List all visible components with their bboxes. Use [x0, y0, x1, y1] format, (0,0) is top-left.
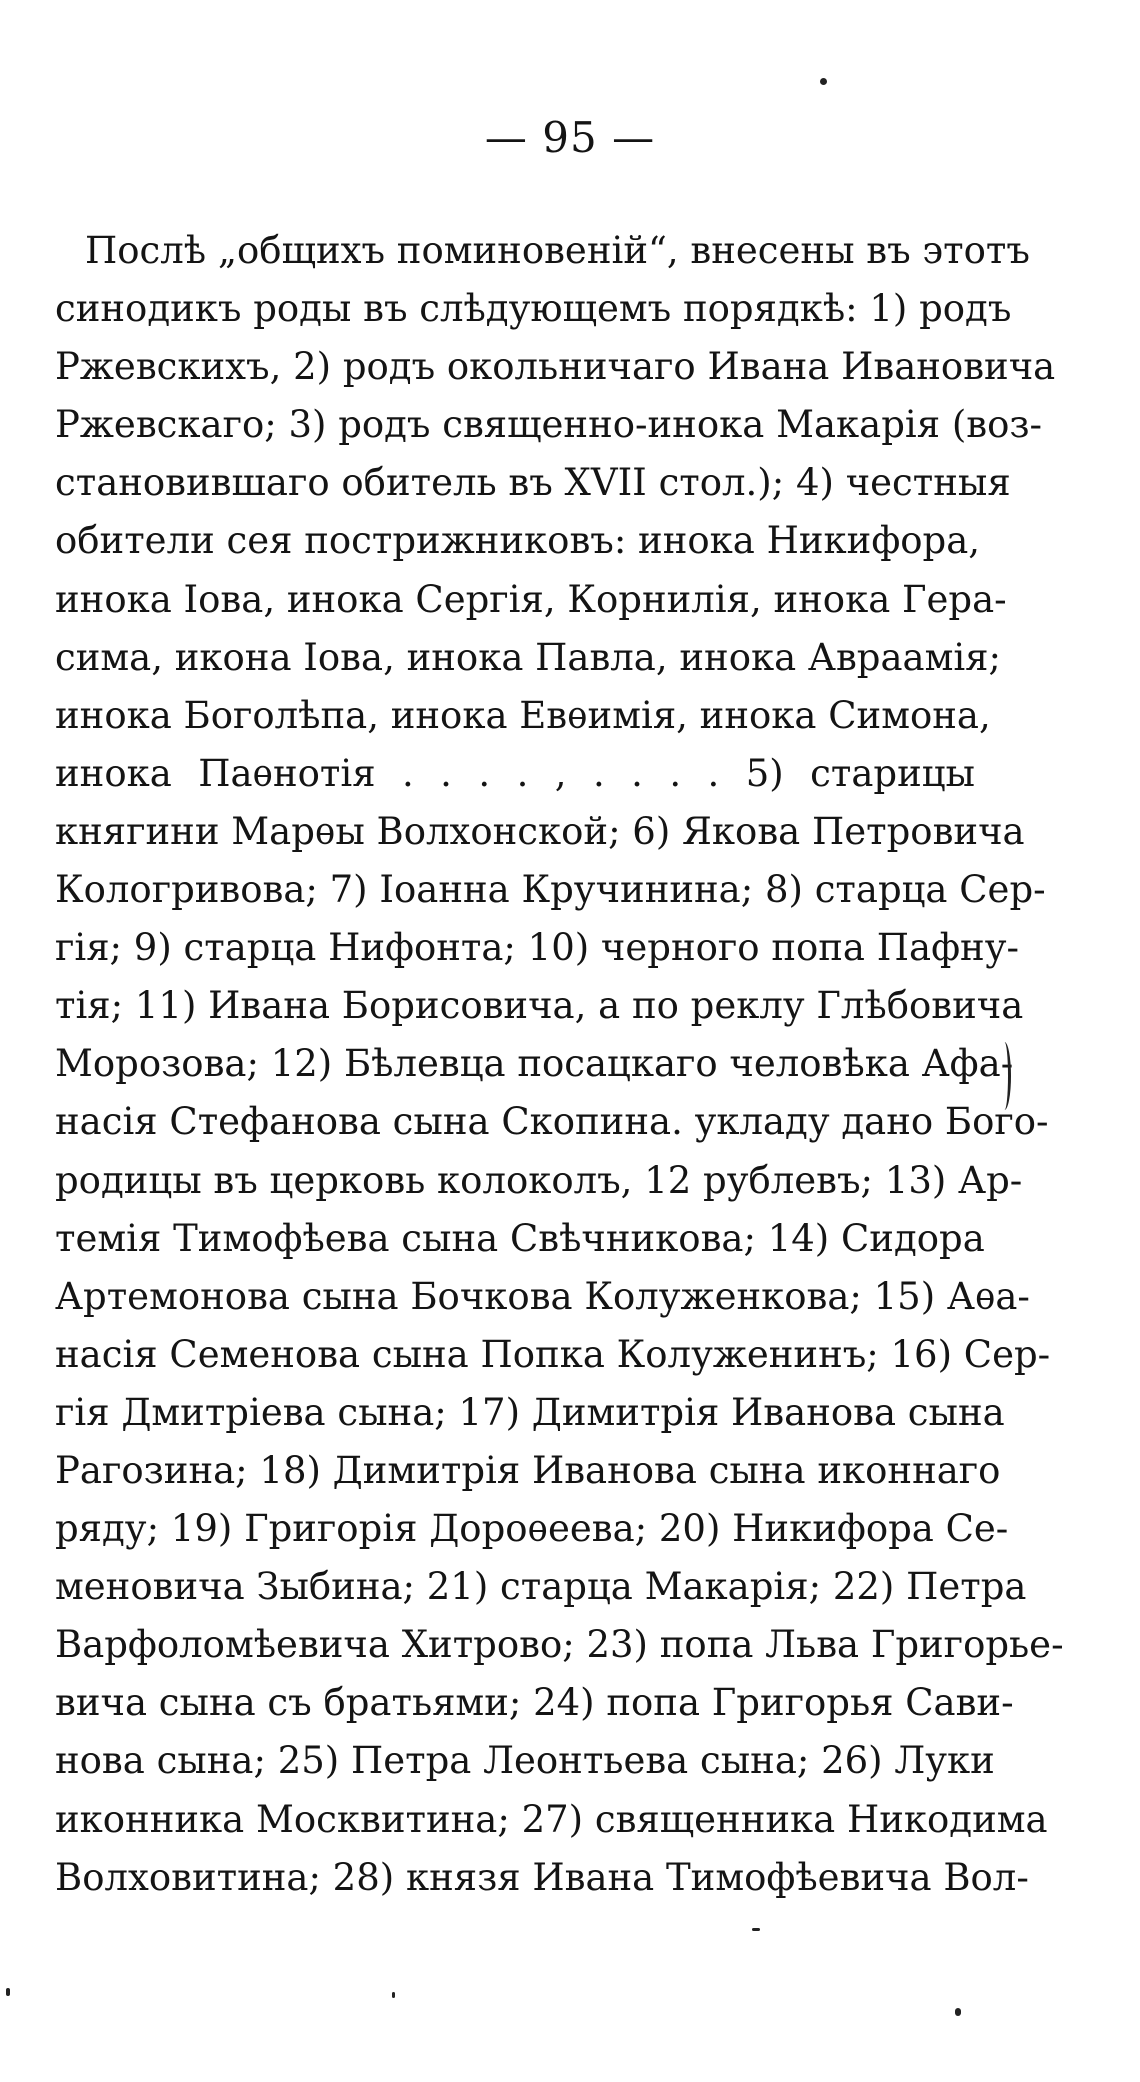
text-line-29: Волховитина; 28) князя Ивана Тимофѣевича Вол-	[55, 1855, 1029, 1899]
text-line-9: инока Боголѣпа, инока Евѳимія, инока Симона,	[55, 693, 991, 737]
scan-speck-bottom-right	[955, 2008, 961, 2016]
text-line-16: насія Стефанова сына Скопина. укладу дано Бого-	[55, 1100, 1049, 1144]
text-line-14: тія; 11) Ивана Борисовича, а по реклу Глѣбовича	[55, 984, 1024, 1028]
page-number: — 95 —	[484, 113, 656, 162]
text-line-23: ряду; 19) Григорія Дороѳеева; 20) Никифора Се-	[55, 1507, 1009, 1551]
text-line-26: вича сына съ братьями; 24) попа Григорья Сави-	[55, 1681, 1014, 1725]
text-line-6: обители сея пострижниковъ: инока Никифора,	[55, 519, 981, 563]
scan-speck-top	[820, 78, 827, 85]
scan-speck-bottom-left	[6, 1988, 10, 1996]
text-line-24: меновича Зыбина; 21) старца Макарія; 22) Петра	[55, 1565, 1027, 1609]
text-line-19: Артемонова сына Бочкова Колуженкова; 15) Аѳа-	[55, 1274, 1030, 1318]
text-line-21: гія Дмитріева сына; 17) Димитрія Иванова сына	[55, 1390, 1005, 1434]
text-line-20: насія Семенова сына Попка Колуженинъ; 16) Сер-	[55, 1332, 1051, 1376]
text-line-4: Ржевскаго; 3) родъ священно-инока Макарія (воз-	[55, 403, 1043, 447]
text-line-15: Морозова; 12) Бѣлевца посацкаго человѣка Афа-	[55, 1042, 1014, 1086]
scan-speck-bottom-mid	[392, 1992, 395, 1998]
text-line-17: родицы въ церковь колоколъ, 12 рублевъ; 13) Ар-	[55, 1158, 1023, 1202]
text-line-5: становившаго обитель въ XVII стол.); 4) честныя	[55, 461, 1011, 505]
margin-bracket-mark	[998, 1042, 1011, 1110]
text-line-10: инока Паѳнотія . . . . , . . . . 5) старицы	[55, 751, 975, 795]
body-text	[55, 222, 1064, 1907]
text-line-22: Рагозина; 18) Димитрія Иванова сына иконнаго	[55, 1448, 1001, 1492]
text-line-18: темія Тимофѣева сына Свѣчникова; 14) Сидора	[55, 1216, 985, 1260]
text-line-1: Послѣ „общихъ поминовеній“, внесены въ этотъ	[85, 229, 1030, 272]
text-line-13: гія; 9) старца Нифонта; 10) черного попа Пафну-	[55, 926, 1019, 970]
text-line-7: инока Іова, инока Сергія, Корнилія, инока Гера-	[55, 577, 1007, 621]
text-line-8: сима, икона Іова, инока Павла, инока Авраамія;	[55, 635, 1001, 679]
text-line-12: Кологривова; 7) Іоанна Кручинина; 8) старца Сер-	[55, 868, 1046, 912]
text-line-11: княгини Марѳы Волхонской; 6) Якова Петровича	[55, 809, 1025, 853]
text-line-2: синодикъ роды въ слѣдующемъ порядкѣ: 1) родъ	[55, 287, 1012, 331]
text-line-25: Варфоломѣевича Хитрово; 23) попа Льва Григорье-	[55, 1623, 1064, 1667]
scan-speck-bottom-center	[752, 1928, 760, 1931]
text-line-3: Ржевскихъ, 2) родъ окольничаго Ивана Ивановича	[55, 345, 1056, 389]
text-line-28: иконника Москвитина; 27) священника Никодима	[55, 1797, 1048, 1841]
text-line-27: нова сына; 25) Петра Леонтьева сына; 26) Луки	[55, 1739, 995, 1783]
